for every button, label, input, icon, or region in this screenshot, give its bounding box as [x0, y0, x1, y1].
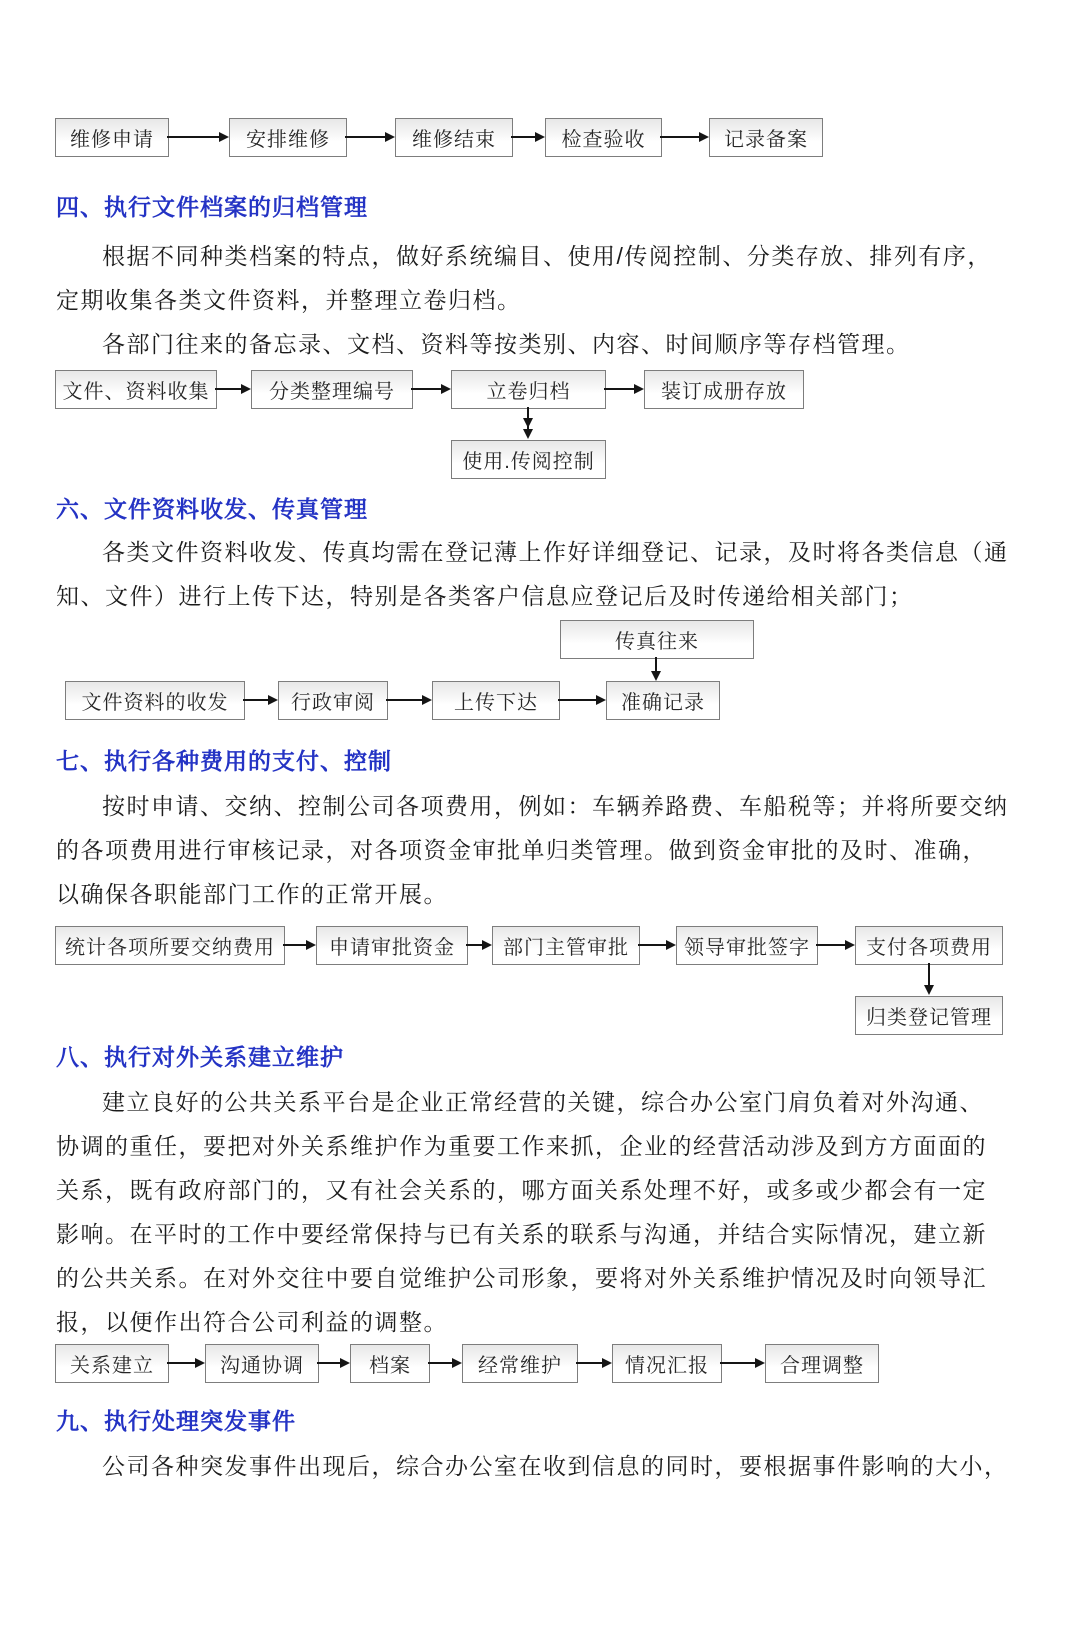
flow-node: 文件、资料收集 [55, 370, 217, 409]
paragraph-line: 协调的重任，要把对外关系维护作为重要工作来抓，企业的经营活动涉及到方方面面的 [56, 1133, 987, 1159]
paragraph-line: 的各项费用进行审核记录，对各项资金审批单归类管理。做到资金审批的及时、准确， [56, 837, 987, 863]
paragraph-line: 各部门往来的备忘录、文档、资料等按类别、内容、时间顺序等存档管理。 [102, 331, 911, 357]
arrow-right-icon [720, 1362, 763, 1364]
flow-node: 维修结束 [395, 118, 513, 157]
flow-archive [0, 370, 1080, 478]
flow-node: 归类登记管理 [855, 996, 1003, 1035]
arrow-right-icon [215, 388, 249, 390]
arrow-right-icon [317, 1362, 348, 1364]
paragraph-mail-fax [56, 530, 1024, 618]
paragraph-payments [56, 784, 1024, 916]
section-heading-payments: 七、执行各种费用的支付、控制 [56, 748, 392, 774]
arrow-down-icon [655, 657, 657, 673]
paragraph-line: 影响。在平时的工作中要经常保持与已有关系的联系与沟通，并结合实际情况，建立新 [56, 1221, 987, 1247]
arrow-right-icon [411, 388, 449, 390]
paragraph-line: 关系，既有政府部门的，又有社会关系的，哪方面关系处理不好，或多或少都会有一定 [56, 1177, 987, 1203]
arrow-right-icon [511, 136, 543, 138]
flow-node: 沟通协调 [205, 1344, 319, 1383]
flow-node: 行政审阅 [278, 681, 388, 720]
flow-node: 检查验收 [545, 118, 662, 157]
flow-payment [0, 926, 1080, 1036]
flow-node: 支付各项费用 [855, 926, 1003, 965]
paragraph-public-relations [56, 1080, 1024, 1344]
arrow-right-icon [638, 944, 674, 946]
paragraph-archives-2 [56, 322, 1024, 366]
flow-node: 情况汇报 [612, 1344, 722, 1383]
flow-repair [0, 118, 1080, 156]
paragraph-line: 建立良好的公共关系平台是企业正常经营的关键，综合办公室门肩负着对外沟通、 [102, 1089, 984, 1115]
flow-node: 领导审批签字 [676, 926, 818, 965]
flow-relation [0, 1344, 1080, 1382]
flow-node: 装订成册存放 [644, 370, 804, 409]
flow-node: 分类整理编号 [251, 370, 413, 409]
paragraph-line: 根据不同种类档案的特点，做好系统编目、使用/传阅控制、分类存放、排列有序， [102, 243, 992, 269]
arrow-right-icon [167, 136, 227, 138]
flow-node: 经常维护 [462, 1344, 578, 1383]
paragraph-line: 定期收集各类文件资料，并整理立卷归档。 [56, 287, 522, 313]
flow-node: 合理调整 [765, 1344, 879, 1383]
arrow-right-icon [576, 1362, 610, 1364]
flow-node: 立卷归档 [451, 370, 606, 409]
flow-node: 维修申请 [55, 118, 169, 157]
flow-node: 准确记录 [606, 681, 720, 720]
flow-node: 统计各项所要交纳费用 [55, 926, 285, 965]
paragraph-emergencies [56, 1444, 1024, 1488]
flow-node: 部门主管审批 [492, 926, 640, 965]
section-heading-emergencies: 九、执行处理突发事件 [56, 1408, 296, 1434]
arrow-right-icon [558, 699, 604, 701]
flow-fax [0, 620, 1080, 718]
arrow-right-icon [660, 136, 707, 138]
document-page [0, 118, 1080, 1488]
arrow-right-icon [428, 1362, 460, 1364]
arrow-right-icon [604, 388, 642, 390]
arrow-right-icon [283, 944, 314, 946]
paragraph-archives-1 [56, 234, 1024, 322]
arrow-right-icon [243, 699, 276, 701]
paragraph-line: 按时申请、交纳、控制公司各项费用，例如：车辆养路费、车船税等；并将所要交纳 [102, 793, 1009, 819]
paragraph-line: 报，以便作出符合公司利益的调整。 [56, 1309, 448, 1335]
arrow-right-icon [167, 1362, 203, 1364]
section-heading-archives: 四、执行文件档案的归档管理 [56, 194, 368, 220]
arrow-down-icon [928, 963, 930, 987]
section-heading-mail-fax: 六、文件资料收发、传真管理 [56, 496, 368, 522]
flow-node: 记录备案 [709, 118, 823, 157]
section-heading-public-relations: 八、执行对外关系建立维护 [56, 1044, 344, 1070]
arrow-right-icon [466, 944, 490, 946]
flow-node: 关系建立 [55, 1344, 169, 1383]
flow-node: 文件资料的收发 [65, 681, 245, 720]
paragraph-line: 的公共关系。在对外交往中要自觉维护公司形象，要将对外关系维护情况及时向领导汇 [56, 1265, 987, 1291]
paragraph-line: 公司各种突发事件出现后，综合办公室在收到信息的同时，要根据事件影响的大小， [102, 1453, 1009, 1479]
flow-node: 档案 [350, 1344, 430, 1383]
arrow-right-icon [816, 944, 853, 946]
flow-node: 上传下达 [432, 681, 560, 720]
paragraph-line: 各类文件资料收发、传真均需在登记薄上作好详细登记、记录，及时将各类信息（通 [102, 539, 1009, 565]
flow-node: 安排维修 [229, 118, 347, 157]
flow-node: 使用.传阅控制 [451, 440, 606, 479]
flow-node: 申请审批资金 [316, 926, 468, 965]
arrow-down-icon [527, 407, 529, 431]
arrow-right-icon [386, 699, 430, 701]
paragraph-line: 以确保各职能部门工作的正常开展。 [56, 881, 448, 907]
paragraph-line: 知、文件）进行上传下达，特别是各类客户信息应登记后及时传递给相关部门； [56, 583, 914, 609]
arrow-right-icon [345, 136, 393, 138]
flow-node: 传真往来 [560, 620, 754, 659]
